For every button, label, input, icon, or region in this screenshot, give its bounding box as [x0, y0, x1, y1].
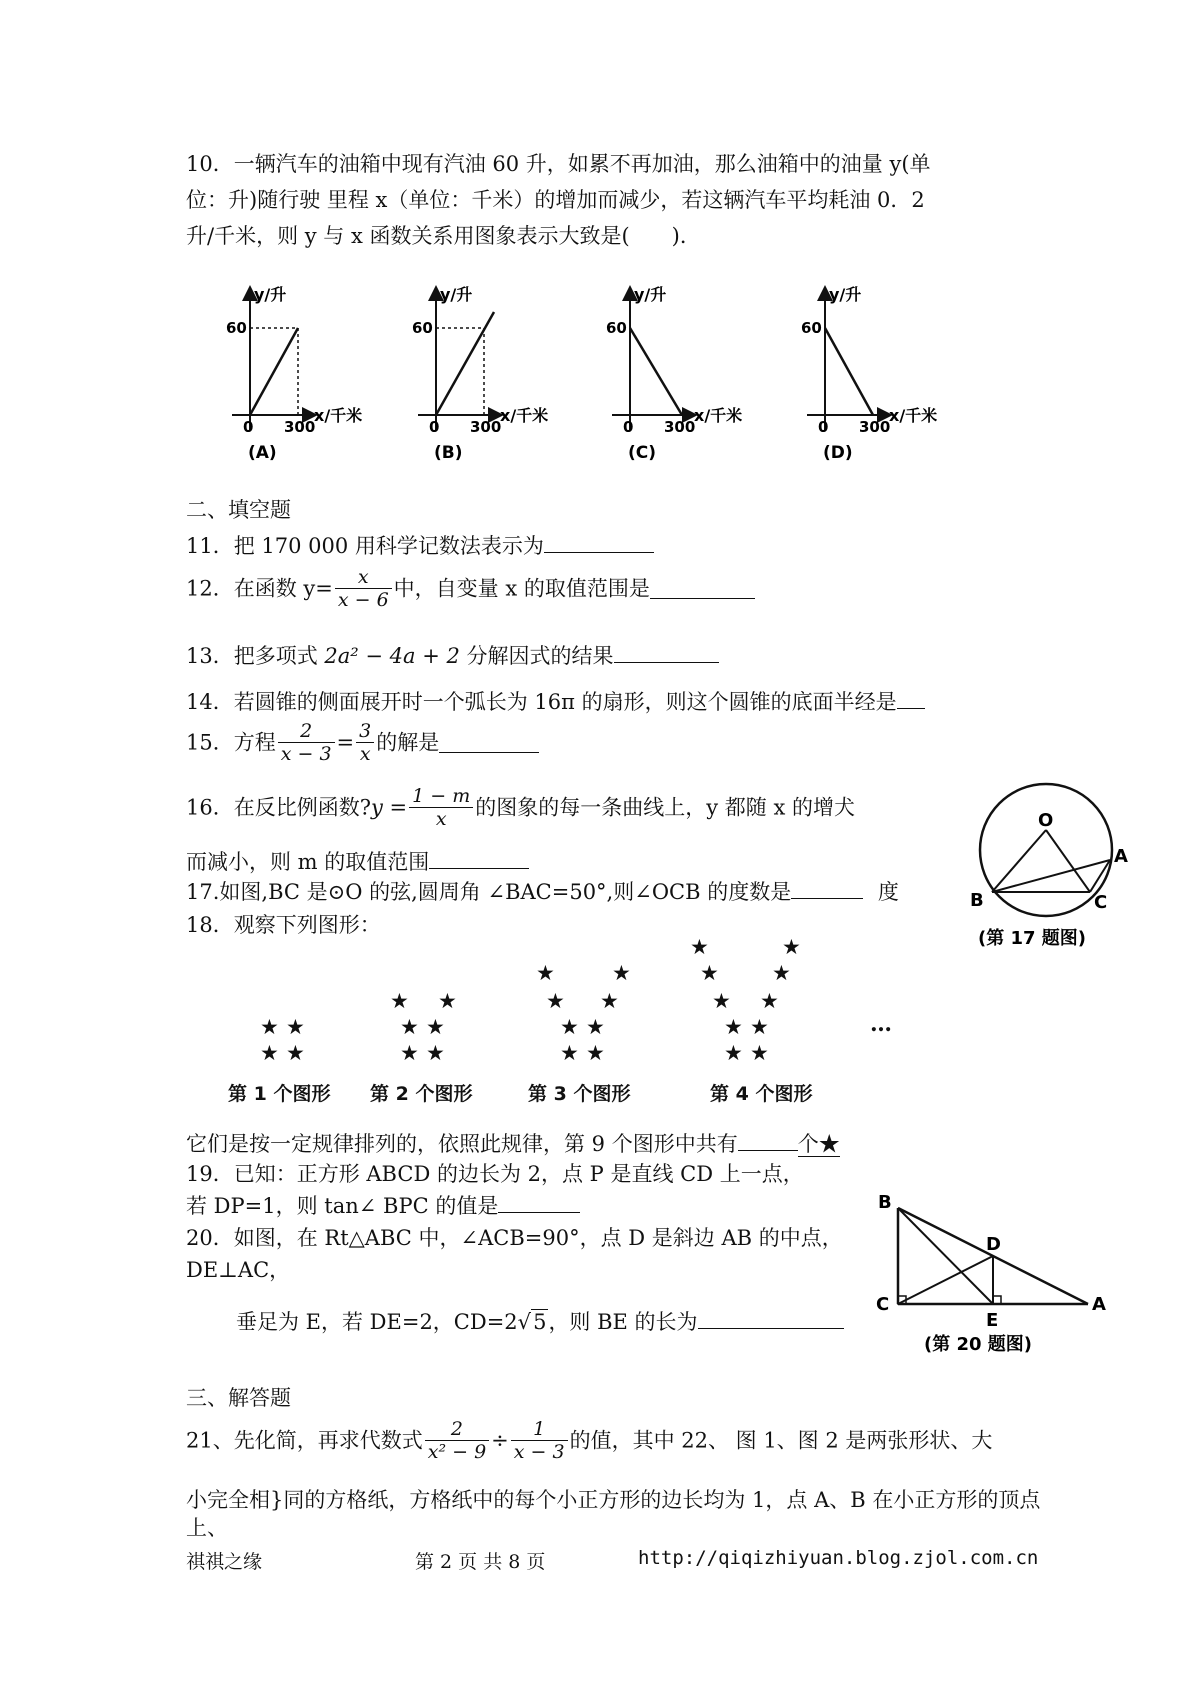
q15-num2: 3	[356, 720, 374, 743]
q16-post: 的图象的每一条曲线上，y 都随 x 的增犬	[475, 795, 855, 820]
fig20-label-a: A	[1092, 1294, 1106, 1315]
star: ★	[400, 1015, 419, 1039]
graph-c-yaxis: y/升	[634, 285, 667, 304]
q12-pre: 12．在函数 y=	[186, 576, 333, 601]
star: ★	[390, 989, 409, 1013]
q13-blank	[614, 642, 719, 663]
q15-frac2	[356, 720, 374, 765]
star: ★	[750, 1041, 769, 1065]
q21-frac2	[511, 1418, 568, 1463]
fig17-label-c: C	[1094, 892, 1108, 913]
q10-line2: 位：升)随行驶 里程 x（单位：千米）的增加而减少，若这辆汽车平均耗油 0．2	[186, 188, 925, 212]
star: ★	[750, 1015, 769, 1039]
graph-b	[412, 285, 548, 463]
q18-followup-pre: 它们是按一定规律排列的，依照此规律，第 9 个图形中共有	[186, 1132, 738, 1156]
q10-line3: 升/千米，则 y 与 x 函数关系用图象表示大致是( )．	[186, 224, 701, 248]
star: ★	[586, 1041, 605, 1065]
q16	[186, 785, 855, 845]
q16-fraction	[409, 785, 473, 830]
graph-a-xaxis: x/千米	[314, 406, 363, 425]
q12-blank	[650, 578, 755, 599]
q15-blank	[439, 732, 539, 753]
q18-text: 18．观察下列图形：	[186, 913, 381, 937]
graph-b-xaxis: x/千米	[500, 406, 549, 425]
footer-left: 祺祺之缘	[186, 1551, 263, 1573]
star: ★	[560, 1015, 579, 1039]
q12	[186, 566, 755, 622]
q13	[186, 642, 719, 670]
q21-div: ÷	[491, 1428, 509, 1453]
graph-b-yaxis: y/升	[440, 285, 473, 304]
q17-blank	[791, 878, 863, 899]
star: ★	[724, 1041, 743, 1065]
q17	[186, 878, 899, 906]
fig17-label-a: A	[1114, 846, 1128, 867]
q18-followup	[186, 1130, 840, 1158]
star: ★	[426, 1015, 445, 1039]
star: ★	[700, 961, 719, 985]
q15	[186, 720, 539, 780]
star-figure-4-label: 第 4 个图形	[710, 1083, 813, 1105]
graph-c-xaxis: x/千米	[694, 406, 743, 425]
star: ★	[260, 1041, 279, 1065]
q21	[186, 1418, 992, 1478]
graph-c-xtick: 300	[664, 418, 696, 436]
sqrt-icon: √	[517, 1310, 532, 1334]
graph-a-origin: 0	[243, 418, 254, 436]
q21-den2: x − 3	[513, 1441, 565, 1463]
graph-d-label: (D)	[823, 443, 853, 463]
q11-text: 11．把 170 000 用科学记数法表示为	[186, 534, 544, 558]
q12-post: 中，自变量 x 的取值范围是	[393, 576, 650, 601]
q15-eq: =	[336, 730, 355, 755]
q18-followup-post: 个★	[797, 1132, 840, 1156]
q16-num: 1 − m	[409, 785, 473, 808]
star: ★	[286, 1041, 305, 1065]
star-ellipsis: …	[870, 1011, 892, 1037]
q11-blank	[544, 532, 654, 553]
q20-line3-post: ，则 BE 的长为	[548, 1310, 698, 1334]
star: ★	[712, 989, 731, 1013]
graph-c	[606, 285, 742, 463]
star: ★	[586, 1015, 605, 1039]
q18-blank	[738, 1130, 798, 1151]
q22-line2: 上、	[186, 1516, 228, 1540]
star: ★	[782, 935, 801, 959]
star: ★	[600, 989, 619, 1013]
star: ★	[560, 1041, 579, 1065]
q13-expr: 2a² − 4a + 2	[324, 644, 460, 668]
graph-b-label: (B)	[434, 443, 463, 463]
star-figure-2-label: 第 2 个图形	[370, 1083, 473, 1105]
graph-b-origin: 0	[429, 418, 440, 436]
q21-pre: 21、先化简，再求代数式	[186, 1428, 423, 1453]
graph-b-xtick: 300	[470, 418, 502, 436]
star: ★	[546, 989, 565, 1013]
graph-d-ytick: 60	[801, 319, 822, 337]
graph-b-ytick: 60	[412, 319, 433, 337]
graph-a-ytick: 60	[226, 319, 247, 337]
footer-url[interactable]: http://qiqizhiyuan.blog.zjol.com.cn	[638, 1547, 1039, 1569]
q10-graphs	[220, 285, 1000, 465]
q15-pre: 15．方程	[186, 730, 276, 755]
q15-den2: x	[359, 743, 371, 765]
q12-den: x − 6	[337, 589, 389, 611]
fig20-caption: (第 20 题图)	[924, 1334, 1033, 1355]
q16-pre: 16．在反比例函数?	[186, 795, 371, 820]
q11	[186, 532, 654, 560]
q13-pre: 13．把多项式	[186, 644, 318, 668]
graph-d-xaxis: x/千米	[889, 406, 938, 425]
fig20-label-b: B	[878, 1192, 892, 1213]
graph-a-xtick: 300	[284, 418, 316, 436]
fig20-label-e: E	[986, 1310, 999, 1331]
q19-line2-text: 若 DP=1，则 tan∠ BPC 的值是	[186, 1194, 499, 1218]
graph-a-label: (A)	[248, 443, 277, 463]
q20-blank	[698, 1308, 844, 1329]
q17-text: 17.如图,BC 是⊙O 的弦,圆周角 ∠BAC=50°,则∠OCB 的度数是	[186, 880, 792, 904]
star: ★	[438, 989, 457, 1013]
q19-line1: 19．已知：正方形 ABCD 的边长为 2，点 P 是直线 CD 上一点，	[186, 1162, 804, 1186]
q20-sqrt-radicand: 5	[533, 1310, 547, 1334]
q18-star-figures	[220, 935, 920, 1115]
section-fill-in: 二、填空题	[186, 498, 291, 522]
star-figure-3-label: 第 3 个图形	[528, 1083, 631, 1105]
q14-text: 14．若圆锥的侧面展开时一个弧长为 16π 的扇形，则这个圆锥的底面半经是	[186, 690, 897, 714]
q15-frac1	[278, 720, 335, 765]
figure-17	[968, 772, 1148, 962]
section-solutions: 三、解答题	[186, 1386, 291, 1410]
q10-line1: 10．一辆汽车的油箱中现有汽油 60 升，如累不再加油，那么油箱中的油量 y(单	[186, 152, 931, 176]
q20-line1: 20．如图，在 Rt△ABC 中，∠ACB=90°，点 D 是斜边 AB 的中点，	[186, 1226, 843, 1250]
star: ★	[772, 961, 791, 985]
q22-line1: 小完全相}同的方格纸，方格纸中的每个小正方形的边长均为 1，点 A、B 在小正方形的顶点	[186, 1488, 1041, 1512]
graph-c-ytick: 60	[606, 319, 627, 337]
q14	[186, 688, 925, 716]
q14-blank	[897, 688, 925, 709]
graph-d	[801, 285, 937, 463]
star: ★	[286, 1015, 305, 1039]
graph-c-label: (C)	[628, 443, 657, 463]
q16-y: y =	[370, 795, 408, 820]
q17-unit: 度	[877, 880, 899, 904]
q16-line2-text: 而减小，则 m 的取值范围	[186, 850, 430, 874]
star: ★	[260, 1015, 279, 1039]
star: ★	[612, 961, 631, 985]
footer-page-number: 第 2 页 共 8 页	[415, 1551, 546, 1573]
star-figure-1-label: 第 1 个图形	[228, 1083, 331, 1105]
q16-line2	[186, 848, 529, 876]
fig20-label-c: C	[876, 1294, 890, 1315]
q15-post: 的解是	[376, 730, 440, 755]
q21-post: 的值，其中 22、 图 1、图 2 是两张形状、大	[569, 1428, 993, 1453]
graph-d-origin: 0	[818, 418, 829, 436]
graph-a	[226, 285, 362, 463]
fig17-label-b: B	[970, 890, 984, 911]
q12-fraction	[335, 566, 392, 611]
q21-num1: 2	[425, 1418, 489, 1441]
fig17-label-o: O	[1038, 810, 1054, 831]
figure-20	[868, 1186, 1118, 1356]
graph-c-origin: 0	[623, 418, 634, 436]
graph-d-xtick: 300	[859, 418, 891, 436]
q16-blank	[429, 848, 529, 869]
q21-frac1	[425, 1418, 489, 1463]
q20-line3	[236, 1308, 844, 1336]
q20-line3-pre: 垂足为 E，若 DE=2，CD=2	[236, 1310, 518, 1334]
q20-line2: DE⊥AC，	[186, 1258, 291, 1282]
q15-num1: 2	[278, 720, 335, 743]
q21-num2: 1	[511, 1418, 568, 1441]
q19-blank	[498, 1192, 580, 1213]
star: ★	[426, 1041, 445, 1065]
star: ★	[760, 989, 779, 1013]
star: ★	[536, 961, 555, 985]
star: ★	[400, 1041, 419, 1065]
star: ★	[690, 935, 709, 959]
fig17-caption: (第 17 题图)	[978, 928, 1087, 949]
q13-post: 分解因式的结果	[459, 644, 614, 668]
q15-den1: x − 3	[280, 743, 332, 765]
q12-num: x	[335, 566, 392, 589]
graph-d-yaxis: y/升	[829, 285, 862, 304]
graph-a-yaxis: y/升	[254, 285, 287, 304]
star: ★	[724, 1015, 743, 1039]
q19-line2	[186, 1192, 580, 1220]
fig20-label-d: D	[986, 1234, 1001, 1255]
q21-den1: x² − 9	[427, 1441, 487, 1463]
q16-den: x	[435, 808, 447, 830]
